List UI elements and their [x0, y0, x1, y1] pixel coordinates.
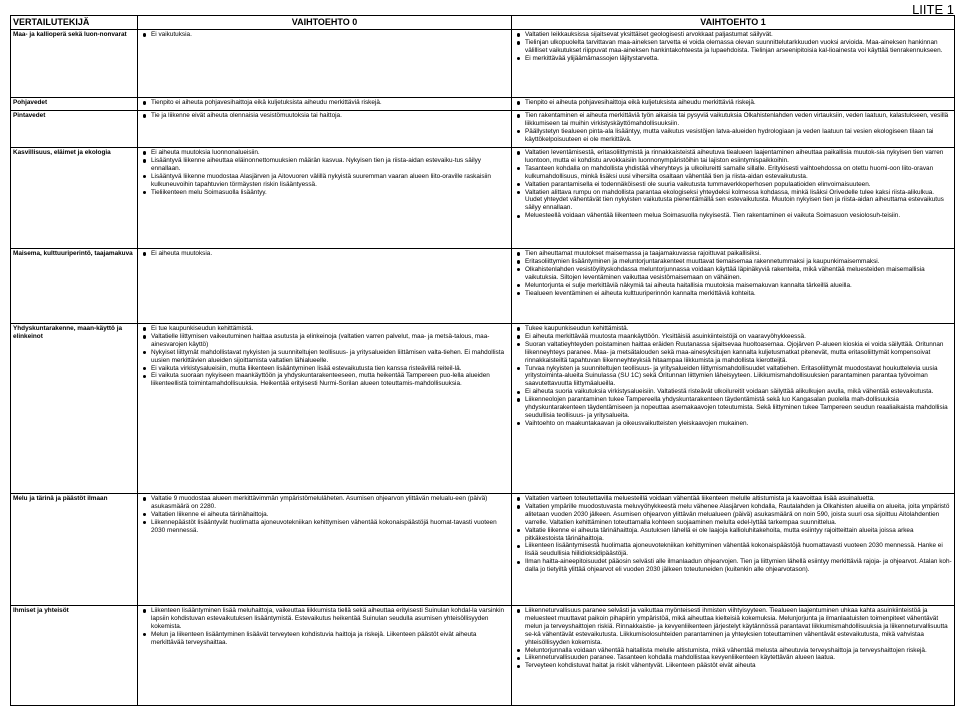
- bullet-item: Vaihtoehto on maakuntakaavan ja oikeusvaikutteisten yleiskaavojen mukainen.: [514, 420, 952, 428]
- bullet-item: Tasanteen kohdalla on mahdollista yhdistää viheryhteys ja ulkoilureitti samalle sillalle. Eritykisesti vaihtoehdossa on otettu huomi-oon liito-oravan kulkumahdollisuus, minkä lisäksi uusi vihersilta osaltaan vähentää tien ja riista-aidan estevaikutusta.: [514, 165, 952, 181]
- bullet-item: Valtatien leventämisestä, eritasoliittymistä ja rinnakkaisteistä aiheutuva tiealueen laajentaminen aiheuttaa paikallisia muutok-sia nykyisen tien varren luontoon, mutta ei kohdistu arvokkaisiin luonnonympäristöihin tai lajiston esiintymispaikkoihin.: [514, 149, 952, 165]
- bullet-list: [140, 607, 509, 647]
- bullet-list: [514, 149, 952, 220]
- bullet-item: Valtatien varteen toteutettavilla meluesteillä voidaan vähentää liikenteen melulle altistumista ja kaavoittaa lisää asuinaluetta.: [514, 495, 952, 503]
- bullet-item: Ei aiheuta muutoksia luonnonalueisiin.: [140, 149, 509, 157]
- option-0-cell: [138, 30, 512, 98]
- bullet-item: Meluntorjunnalla voidaan vähentää haitallista melulle altistumista, mikä vähentää melusta aiheutuvia terveyshaittoja ja terveyshaittojen riskejä.: [514, 647, 952, 655]
- header-option-1: VAIHTOEHTO 1: [512, 16, 955, 30]
- row-heading: Yhdyskuntarakenne, maan-käyttö ja elinkeinot: [11, 324, 138, 494]
- bullet-item: Tien aiheuttamat muutokset maisemassa ja taajamakuvassa rajoittuvat paikallisiksi.: [514, 250, 952, 258]
- bullet-item: Valtatien parantamisella ei todennäköisesti ole suuria vaikutusta tummaverkkoperhosen populaatioiden elinvoimaisuuteen.: [514, 181, 952, 189]
- bullet-item: Ei vaikutuksia.: [140, 31, 509, 39]
- bullet-item: Turvaa nykyisten ja suunniteltujen teollisuus- ja yritysalueiden liittymismahdollisuudet valtatiehen. Eritasoliittymät muodostavat houkuttelevia uusia yritystoiminta-alueita Suinulassa (SU 1C) sekä Oritunnan liittymien läheisyyteen. Liikkumismahdollisuuksien parantaminen parantaa työvoiman saavutettavuutta liittymäalueilla.: [514, 365, 952, 389]
- bullet-list: [514, 325, 952, 428]
- table-row: [11, 30, 955, 98]
- option-0-cell: [138, 606, 512, 706]
- option-1-cell: [512, 494, 955, 606]
- option-1-cell: [512, 111, 955, 148]
- bullet-item: Liikennepäästöt lisääntyvät huolimatta ajoneuvotekniikan kehittymisen vähentää kokonaispäästöjä huomat-tavasti vuoteen 2030 mennessä.: [140, 519, 509, 535]
- bullet-item: Valtatie liikenne ei aiheuta tärinähaittoja. Asutuksen lähellä ei ole laajoja kallioluhitakehoita, mutta esiintyy rajoitteittain alueita joissa arkea pitkäkestoista tärinähaittoja.: [514, 527, 952, 543]
- bullet-item: Ei merkittävää ylijäämämassojen läjitystarvetta.: [514, 55, 952, 63]
- bullet-list: [514, 31, 952, 63]
- table-row: [11, 98, 955, 111]
- bullet-item: Tiealueen leventäminen ei aiheuta kulttuuriperinnön kannalta merkittäviä kohteita.: [514, 290, 952, 298]
- header-comparison-factor: VERTAILUTEKIJÄ: [11, 16, 138, 30]
- bullet-item: Päällystetyn tiealueen pinta-ala lisääntyy, mutta vaikutus vesistöjen latva-alueiden hydrologiaan ja veden laatuun tai vesien ekologiseen tilaan tai käyttökelpoisuuteen ei ole merkittävä.: [514, 128, 952, 144]
- bullet-item: Tienpito ei aiheuta pohjavesihaittoja eikä kuljetuksista aiheudu merkittäviä riskejä.: [514, 99, 952, 107]
- bullet-list: [140, 325, 509, 388]
- bullet-item: Terveyteen kohdistuvat haitat ja riskit vähentyvät. Liikenteen päästöt eivät aiheuta: [514, 662, 952, 670]
- bullet-item: Tielinjan ulkopuolelta tarvittavan maa-aineksen tarvetta ei voida olemassa olevan suunnittelutarkkuuden vuoksi arvioida. Maa-aineksen hankinnan välilliset vaikutukset riippuvat maa-aineksen hankintakohteesta ja lupaehdoista. Tielinjan arseenipitoisia kal-lioainesta voi käyttää tienrakennukseen.: [514, 39, 952, 55]
- bullet-item: Ei aiheuta merkittävää muutosta maankäyttöön. Yksittäisiä asuinkiinteistöjä on vaaravyöhykkeessä.: [514, 333, 952, 341]
- bullet-item: Ei tue kaupunkiseudun kehittämistä.: [140, 325, 509, 333]
- option-0-cell: [138, 494, 512, 606]
- bullet-list: [514, 495, 952, 574]
- bullet-item: Ei vaikuta virkistysalueisiin, mutta liikenteen lisääntyminen lisää estevaikutusta tien kanssa risteävillä reiteil-lä.: [140, 365, 509, 373]
- bullet-item: Tie ja liikenne eivät aiheuta olennaisia vesistömuutoksia tai haittoja.: [140, 112, 509, 120]
- bullet-item: Valtatien alittava rumpu on mahdollista parantaa ekologiseksi yhteydeksi kolmessa kohdassa, minkä lisäksi Orivedelle tulee kaksi riista-alikulkua. Uudet yhteydet vähentävät tien nykyisten vaikutusta pienentämällä sen estevaikutusta. Muutoin nykyisen tien ja riista-aidan aiheuttama estevaikutus säilyy ennallaan.: [514, 189, 952, 213]
- bullet-item: Liikenteen lisääntymisestä huolimatta ajoneuvotekniikan kehittyminen vähentää kokonaispäästöjä huomattavasti vuoteen 2030 mennessä. Hanke ei lisää seudullisia hiilidioksidipäästöjä.: [514, 542, 952, 558]
- option-1-cell: [512, 249, 955, 324]
- bullet-item: Valtatie 9 muodostaa alueen merkittävimmän ympäristömeluläheten. Asumisen ohjearvon ylittävän melualu-een (päivä) asukasmäärä on 2280.: [140, 495, 509, 511]
- bullet-item: Valtatielle liittymisen vaikeutuminen haittaa asutusta ja elinkeinoja (valtatien varren palvelut, maa- ja metsä-talous, maa-ainesvarojen käyttö): [140, 333, 509, 349]
- table-row: [11, 148, 955, 249]
- bullet-item: Valtatien liikenne ei aiheuta tärinähaittoja.: [140, 511, 509, 519]
- bullet-item: Tukee kaupunkiseudun kehittämistä.: [514, 325, 952, 333]
- bullet-item: Ei aiheuta muutoksia.: [140, 250, 509, 258]
- option-0-cell: [138, 111, 512, 148]
- bullet-item: Lisääntyvä liikenne aiheuttaa eläinonnettomuuksien määrän kasvua. Nykyisen tien ja riista-aidan estevaiku-tus säilyy ennallaan.: [140, 157, 509, 173]
- option-1-cell: [512, 324, 955, 494]
- bullet-list: [140, 495, 509, 535]
- table-row: [11, 324, 955, 494]
- row-heading: Kasvillisuus, eläimet ja ekologia: [11, 148, 138, 249]
- table-row: [11, 606, 955, 706]
- bullet-item: Tien rakentaminen ei aiheuta merkittäviä työn aikaisia tai pysyviä vaikutuksia Olkahistenlahden veden virtauksiin, veden laatuun, kalastukseen, vesillä liikkumiseen tai muihin virkistyskäyttömahdollisuuksiin.: [514, 112, 952, 128]
- option-1-cell: [512, 148, 955, 249]
- bullet-item: Meluesteellä voidaan vähentää liikenteen melua Soimasuolla nykyisestä. Tien rakentaminen ei vaikuta Soimasuon vesiolosuh-teisiin.: [514, 212, 952, 220]
- option-0-cell: [138, 98, 512, 111]
- bullet-item: Ei aiheuta suoria vaikutuksia virkistysalueisiin. Valtatiestä risteävät ulkoilureitit voidaan säilyttää alikulkujen avulla, mikä vähentää estevaikutusta.: [514, 388, 952, 396]
- bullet-list: [514, 99, 952, 107]
- bullet-item: Lisääntyvä liikenne muodostaa Alasjärven ja Aitovuoren välillä nykyistä suuremman vaaran alueen liito-oraville raskaisiin kulkuneuvoihin tapahtuvien törmäysten riskin lisääntyessä.: [140, 173, 509, 189]
- table-row: [11, 111, 955, 148]
- option-0-cell: [138, 249, 512, 324]
- row-heading: Melu ja tärinä ja päästöt ilmaan: [11, 494, 138, 606]
- bullet-item: Liikenneturvallisuus paranee selvästi ja vaikuttaa myönteisesti ihmisten viihtyisyyteen. Tiealueen laajentuminen uhkaa kahta asuinkiinteistöä ja meluesteet muuttavat paikoin pihapiirin ympäristöä, mikä aiheuttaa kielteisiä kokemuksia. Melunjorjunta ja ilmanlaatuisten toimenpiteet vähentävät melun ja terveyshaittojen riskiä. Rinnakkaistie- ja kevyenliikenteen järjestelyt käytännössä parantavat liikkumismahdollisuuksia ja liikenneturvallisuutta se-kä vähentävät estevaikutusta. Liikkumisolosuhteiden parantaminen ja yhteyksien toteuttaminen vähentävät estevaikutusta, mikä vahvistaa yhteisöllisyyden kokemista.: [514, 607, 952, 647]
- bullet-list: [140, 112, 509, 120]
- comparison-table: [10, 15, 955, 706]
- table-row: [11, 494, 955, 606]
- bullet-item: Melun ja liikenteen lisääntyminen lisäävät terveyteen kohdistuvia haittoja ja riskejä. Liikenteen päästöt eivät aiheuta merkittävää terveyshaittaa.: [140, 631, 509, 647]
- bullet-list: [140, 250, 509, 258]
- bullet-item: Liikenneturvallisuuden paranee. Tasanteen kohdalla mahdollistaa kevyenliikenteen käytettävän alueen laatua.: [514, 654, 952, 662]
- option-0-cell: [138, 148, 512, 249]
- row-heading: Ihmiset ja yhteisöt: [11, 606, 138, 706]
- bullet-item: Meluntorjunta ei sulje merkittäviä näkymiä tai aiheuta haitallisia muutoksia maisemakuvan kannalta tärkeillä alueilla.: [514, 282, 952, 290]
- bullet-item: Liikenneolojen parantaminen tukee Tampereella yhdyskuntarakenteen täydentämistä sekä luo Kangasalan puolella mah-dollisuuksia yhdyskuntarakenteen täydentämiseen ja nopeuttaa asemakaavojen toteutumista. Sekä liittyminen tukee Tampereen seudun reaaliaikaista mahdollisia seudullisia teollisuus- ja yritysalueita.: [514, 396, 952, 420]
- option-0-cell: [138, 324, 512, 494]
- row-heading: Maisema, kulttuuriperintö, taajamakuva: [11, 249, 138, 324]
- bullet-item: Valtatien leikkauksissa sijaitsevat yksittäiset geologisesti arvokkaat paljastumat säilyvät.: [514, 31, 952, 39]
- bullet-item: Eritasoliittymien lisääntyminen ja meluntorjuntarakenteet muuttavat tiemaisemaa rakennetummaksi ja kaupunkimaisemmaksi.: [514, 258, 952, 266]
- option-1-cell: [512, 98, 955, 111]
- bullet-item: Liikenteen lisääntyminen lisää meluhaittoja, vaikeuttaa liikkumista tiellä sekä aiheuttaa erityisesti Suinulan kohdal-la varsinkin lapsiin kohdistuvan estevaikutuksen lisääntymistä. Estevaikutus heikentää Suinulan seudulla asumisen yhteisöllisyyden kokemista.: [140, 607, 509, 631]
- bullet-item: Valtatien ympärille muodostuvasta meluvyöhykkeestä melu vähenee Alasjärven kohdalla, Rautalahden ja Olkahisten alueilla on alueita, joita ympäristö alitetaan vuoden 2030 jälkeen. Asumisen ohjearvon ylittävän melualueen (päivä) asukasmäärä on noin 590, joista suuri osa sijoittuu Aitolahdentien varrelle. Valtatien kehittäminen toteuttamalla kohteen suojaaminen melulta edel-lyttää tarkempaa suunnittelua.: [514, 503, 952, 527]
- header-option-0: VAIHTOEHTO 0: [138, 16, 512, 30]
- bullet-list: [514, 112, 952, 144]
- bullet-list: [140, 31, 509, 39]
- table-row: [11, 249, 955, 324]
- bullet-item: Suoran valtatieyhteyden poistaminen haittaa eräiden Ruutanassa sijaitsevaa huoltoasemaa. Ojojärven P-alueen kioskia ei voida säilyttää. Oritunnan liikenneyhteys paranee. Maa- ja metsätalouden sekä maa-ainesyksitujen kannalta kuljetusmatkat pitenevät, mutta eritasoliittymät kompensoivat rinnakkaisteiltä tapahtuvan liikenneyhteyksiä hitaampaa liikkumista ja mahdollista kierotteijtä.: [514, 341, 952, 365]
- option-1-cell: [512, 30, 955, 98]
- row-heading: Pintavedet: [11, 111, 138, 148]
- appendix-label: LIITE 1: [912, 2, 954, 17]
- bullet-list: [140, 149, 509, 196]
- option-1-cell: [512, 606, 955, 706]
- bullet-item: Tienpito ei aiheuta pohjavesihaittoja eikä kuljetuksista aiheudu merkittäviä riskejä.: [140, 99, 509, 107]
- table-header-row: [11, 16, 955, 30]
- row-heading: Pohjavedet: [11, 98, 138, 111]
- bullet-item: Nykyiset liittymät mahdollistavat nykyisten ja suunniteltujen teollisuus- ja yritysalueiden liittämisen valta-tiehen. Ei mahdollista uusien merkittävien alueiden sijoittamista valtatien lähialueelle.: [140, 349, 509, 365]
- row-heading: Maa- ja kallioperä sekä luon-nonvarat: [11, 30, 138, 98]
- bullet-item: Ei vaikuta suoraan nykyiseen maankäyttöön ja yhdyskuntarakenteeseen, mutta heikentää Tampereen puo-lella alueiden liikenteellistä toimintamahdollisuuksia. Heikentää erityisesti Nurmi-Sorilan alueen toteuttamis-mahdollisuuksia.: [140, 372, 509, 388]
- bullet-list: [514, 607, 952, 670]
- bullet-list: [140, 99, 509, 107]
- bullet-list: [514, 250, 952, 297]
- bullet-item: Ilman haitta-aineepitoisuudet pääosin selvästi alle ilmanlaadun ohjearvojen. Tien ja liittymien lähellä esiintyy merkittäviä rajoja- ja ohjearvot. Atalan koh-dalla jo tietyiltä ylittää ohjearvot eli vuoden 2030 jälkeen toteutuneiden (kuitenkin alle ohjearvotason).: [514, 558, 952, 574]
- bullet-item: Tieliikenteen melu Soimasuolla lisääntyy.: [140, 189, 509, 197]
- bullet-item: Olkahistenlahden vesistöylityskohdassa meluntorjunnassa voidaan käyttää läpinäkyviä rakenteita, mikä vähentää meluesteiden maisemallisia vaikutuksia. Siltojen leventäminen vaikuttaa vesistömaisemaan on vähäinen.: [514, 266, 952, 282]
